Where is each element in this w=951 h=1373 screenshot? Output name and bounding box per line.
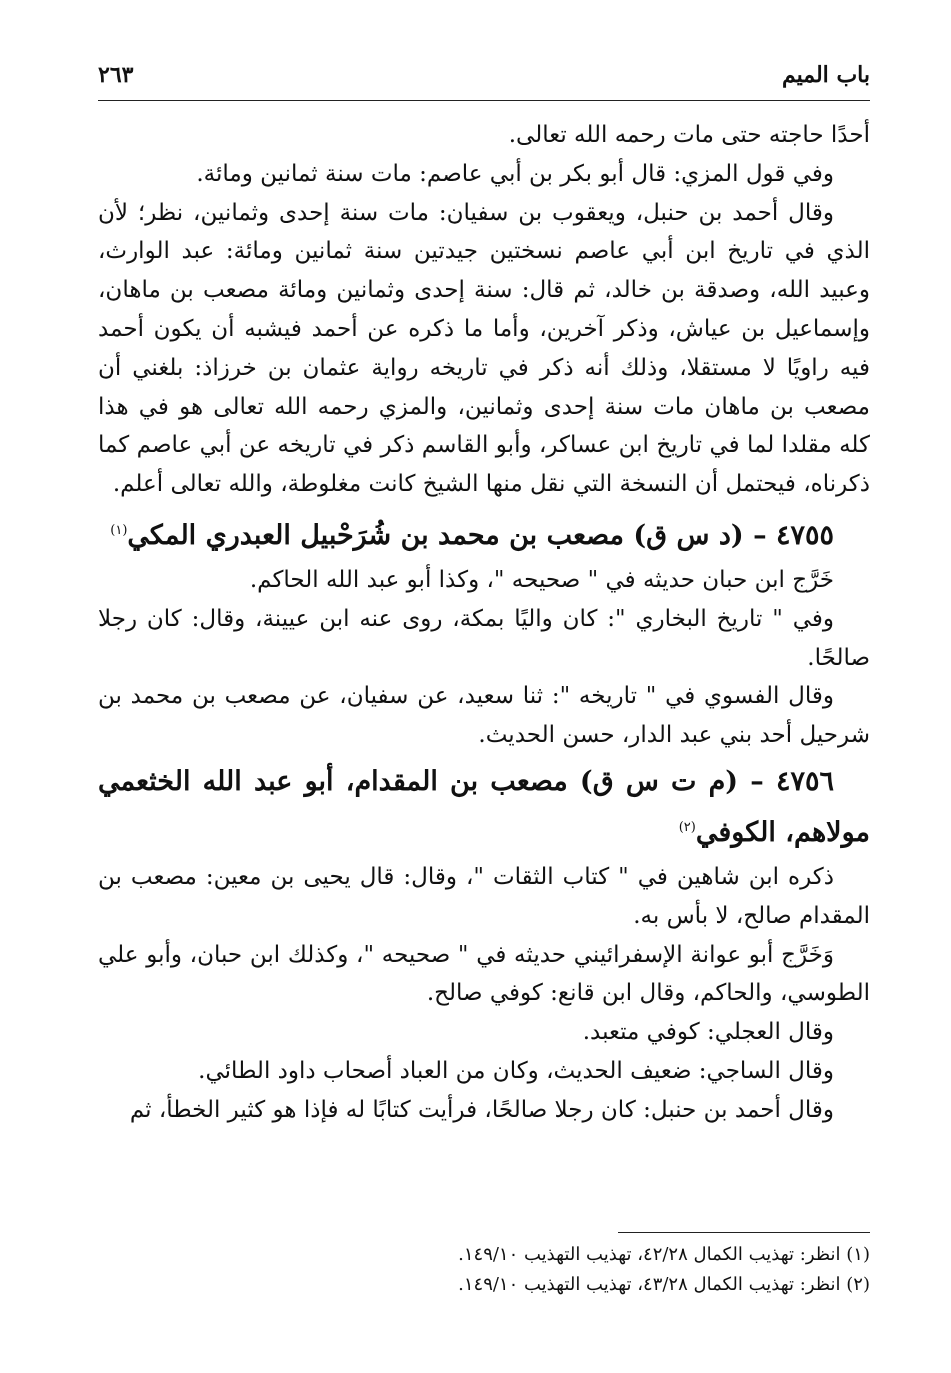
paragraph: وَخَرَّج أبو عوانة الإسفرائيني حديثه في " صحيحه "، وكذلك ابن حبان، وأبو علي الطوسي، والحاكم، وقال ابن قانع: كوفي صالح. [98, 941, 870, 1007]
page-header [98, 62, 870, 96]
entry-heading-4755 [98, 508, 870, 559]
chapter-title: باب الميم [781, 62, 870, 88]
entry-title: ٤٧٥٥ – (د س ق) مصعب بن محمد بن شُرَحْبيل العبدري المكي [127, 519, 834, 551]
paragraph: أحدًا حاجته حتى مات رحمه الله تعالى. [508, 122, 870, 148]
page-number: ٢٦٣ [98, 62, 134, 88]
paragraph: وقال الفسوي في " تاريخه ": ثنا سعيد، عن سفيان، عن مصعب بن محمد بن شرحيل أحد بني عبد الدار، حسن الحديث. [98, 683, 870, 749]
footnotes [98, 1240, 870, 1300]
footnote-marker: (٢) [678, 819, 696, 835]
paragraph: خَرَّج ابن حبان حديثه في " صحيحه "، وكذا أبو عبد الله الحاكم. [249, 566, 834, 593]
paragraph: وفي قول المزي: قال أبو بكر بن أبي عاصم: مات سنة ثمانين ومائة. [196, 160, 834, 187]
main-text [98, 116, 870, 1130]
paragraph: ذكره ابن شاهين في " كتاب الثقات "، وقال: قال يحيى بن معين: مصعب بن المقدام صالح، لا بأس به. [98, 863, 870, 929]
paragraph: وقال العجلي: كوفي متعبد. [582, 1019, 834, 1046]
footnote-marker: (١) [110, 522, 128, 538]
footnote: (١) انظر: تهذيب الكمال ٤٢/٢٨، تهذيب التهذيب ١٤٩/١٠. [458, 1244, 870, 1265]
paragraph: وقال أحمد بن حنبل: كان رجلا صالحًا، فرأيت كتابًا له فإذا هو كثير الخطأ، ثم [129, 1096, 834, 1123]
entry-heading-4756 [98, 759, 870, 856]
footnote: (٢) انظر: تهذيب الكمال ٤٣/٢٨، تهذيب التهذيب ١٤٩/١٠. [458, 1274, 870, 1295]
footnote-rule [618, 1232, 870, 1233]
entry-title: ٤٧٥٦ – (م ت س ق) مصعب بن المقدام، أبو عبد الله الخثعمي مولاهم، الكوفي [98, 765, 870, 848]
paragraph: وفي " تاريخ البخاري ": كان واليًا بمكة، روى عنه ابن عيينة، وقال: كان رجلا صالحًا. [98, 605, 870, 671]
header-rule [98, 100, 870, 101]
paragraph: وقال الساجي: ضعيف الحديث، وكان من العباد أصحاب داود الطائي. [198, 1057, 834, 1084]
paragraph: وقال أحمد بن حنبل، ويعقوب بن سفيان: مات سنة إحدى وثمانين، نظر؛ لأن الذي في تاريخ ابن أبي عاصم نسختين جيدتين سنة ثمانين ومائة: عبد الوارث، وعبيد الله، وصدقة بن خالد، ثم قال: سنة إحدى وثمانين ومائة مصعب بن ماهان، وإسماعيل بن عياش، وذكر آخرين، وأما ما ذكره عن أحمد فيشبه أن يكون أحمد فيه راويًا لا مستقلا، وذلك أنه ذكر في تاريخه رواية عثمان بن خرزاذ: بلغني أن مصعب بن ماهان مات سنة إحدى وثمانين، والمزي رحمه الله تعالى هو في هذا كله مقلدا لما في تاريخ ابن عساكر، وأبو القاسم ذكر في تاريخه عن أبي عاصم كما ذكرناه، فيحتمل أن النسخة التي نقل منها الشيخ كانت مغلوطة، والله تعالى أعلم. [98, 199, 870, 498]
